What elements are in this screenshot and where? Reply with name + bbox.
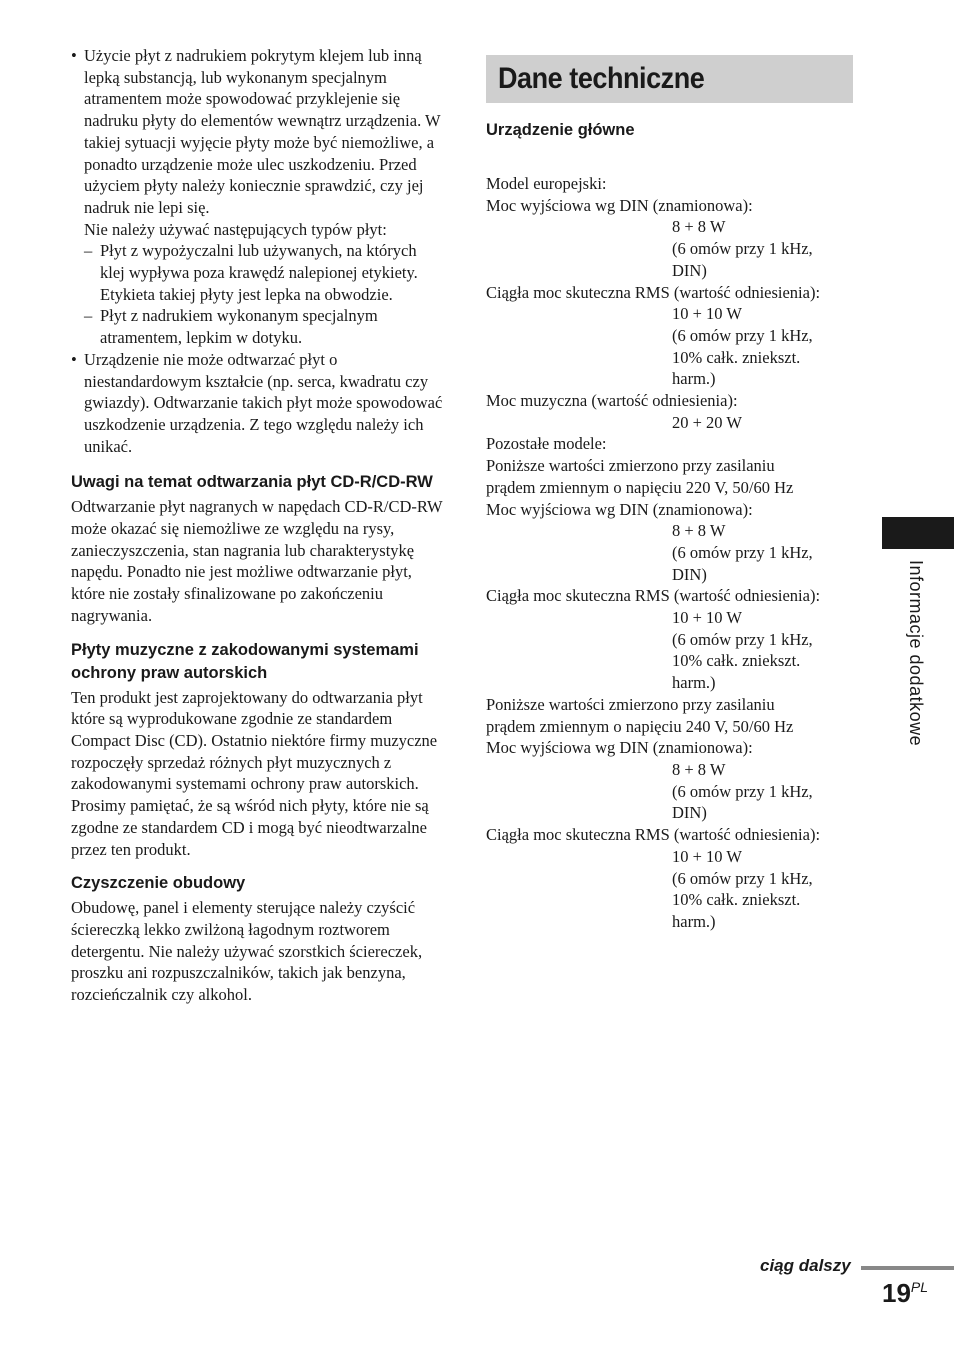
bullet-item	[71, 45, 443, 240]
spec-value: 10 + 10 W	[672, 846, 742, 866]
spec-list	[486, 173, 866, 933]
section-body: Obudowę, panel i elementy sterujące należy czyścić ściereczką lekko zwilżoną łagodnym roztworem detergentu. Nie należy używać szorstkich ściereczek, proszku ani rozpuszczalników, takich jak benzyna, rozcieńczalnik czy alkohol.	[71, 898, 423, 1005]
section-heading: Czyszczenie obudowy	[71, 874, 246, 893]
spec-subheading: Urządzenie główne	[486, 121, 635, 139]
spec-label: Ciągła moc skuteczna RMS (wartość odniesienia):	[486, 282, 821, 302]
spec-value: 20 + 20 W	[672, 412, 742, 432]
spec-value: (6 omów przy 1 kHz,	[672, 542, 813, 562]
section-body: Odtwarzanie płyt nagranych w napędach CD-R/CD-RW może okazać się niemożliwe ze względu na rysy, zanieczyszczenia, stan nagrania lub charakterystykę napędu. Ponadto nie jest możliwe odtwarzanie płyt, które nie zostały sfinalizowane po zakończeniu nagrywania.	[71, 497, 443, 625]
side-section-label: Informacje dodatkowe	[906, 560, 926, 747]
spec-label: Model europejski:	[486, 174, 607, 193]
spec-value: harm.)	[672, 369, 716, 389]
spec-value: 8 + 8 W	[672, 217, 726, 237]
spec-value: 10% całk. zniekszt.	[672, 347, 801, 367]
bullet-subtext: Nie należy używać następujących typów płyt:	[84, 219, 387, 239]
bullet-text: Użycie płyt z nadrukiem pokrytym klejem lub inną lepką substancją, lub wykonanym specjalnym atramentem może spowodować przyklejenie się nadruku płyty do elementów wewnątrz urządzenia. W takiej sytuacji wyjęcie płyty może być niemożliwe, a ponadto urządzenie może ulec uszkodzeniu. Przed użyciem płyty należy koniecznie sprawdzić, czy jej nadruk nie lepi się.	[84, 46, 441, 217]
spec-label: Ciągła moc skuteczna RMS (wartość odniesienia):	[486, 586, 821, 606]
spec-label: prądem zmiennym o napięciu 240 V, 50/60 Hz	[486, 716, 794, 736]
left-column	[71, 45, 443, 1006]
spec-label: Moc wyjściowa wg DIN (znamionowa):	[486, 499, 753, 519]
spec-value: (6 omów przy 1 kHz,	[672, 781, 813, 801]
spec-value: 10% całk. zniekszt.	[672, 651, 801, 671]
continued-label: ciąg dalszy	[760, 1256, 851, 1275]
dash-text: Płyt z wypożyczalni lub używanych, na których klej wypływa poza krawędź nalepionej etykiety. Etykieta takiej płyty jest lepka na obwodzie.	[100, 241, 418, 304]
bullet-text: Urządzenie nie może odtwarzać płyt o niestandardowym kształcie (np. serca, kwadratu czy gwiazdy). Odtwarzanie takich płyt może spowodować uszkodzenie urządzenia. Z tego względu należy ich unikać.	[84, 349, 443, 456]
dash-mark: –	[84, 241, 93, 261]
spec-value: (6 omów przy 1 kHz,	[672, 629, 813, 649]
section-title: Dane techniczne	[498, 62, 705, 95]
spec-label: Poniższe wartości zmierzono przy zasilaniu	[486, 694, 775, 714]
right-column	[486, 55, 866, 933]
spec-value: 10 + 10 W	[672, 608, 742, 628]
spec-value: 8 + 8 W	[672, 759, 726, 779]
spec-value: harm.)	[672, 673, 716, 693]
spec-value: DIN)	[672, 260, 707, 280]
continued-rule	[861, 1266, 954, 1270]
spec-value: DIN)	[672, 803, 707, 823]
dash-item	[71, 305, 443, 348]
spec-value: (6 omów przy 1 kHz,	[672, 325, 813, 345]
section-heading: Płyty muzyczne z zakodowanymi systemami ochrony praw autorskich	[71, 640, 419, 682]
spec-label: Moc wyjściowa wg DIN (znamionowa):	[486, 195, 753, 215]
page-number	[882, 1278, 928, 1309]
spec-label: Ciągła moc skuteczna RMS (wartość odniesienia):	[486, 825, 821, 845]
spec-value: 8 + 8 W	[672, 521, 726, 541]
bullet-mark: •	[71, 349, 77, 369]
page-number-value: 19	[882, 1278, 911, 1308]
spec-value: DIN)	[672, 564, 707, 584]
spec-value: harm.)	[672, 911, 716, 931]
bullet-item	[71, 349, 443, 458]
spec-label: Moc wyjściowa wg DIN (znamionowa):	[486, 738, 753, 758]
spec-value: 10% całk. zniekszt.	[672, 890, 801, 910]
section-body: Ten produkt jest zaprojektowany do odtwarzania płyt które są wyprodukowane zgodnie ze standardem Compact Disc (CD). Ostatnio niektóre firmy muzyczne rozpoczęły sprzedaż różnych płyt muzycznych z zakodowanymi systemami ochrony praw autorskich. Prosimy pamiętać, że są wśród nich płyty, które nie są zgodne ze standardem CD i mogą być nieodtwarzalne przez ten produkt.	[71, 687, 438, 859]
spec-value: (6 omów przy 1 kHz,	[672, 868, 813, 888]
page-number-suffix: PL	[910, 1279, 929, 1295]
bullet-mark: •	[71, 46, 77, 65]
spec-label: Poniższe wartości zmierzono przy zasilaniu	[486, 456, 775, 476]
spec-label: Pozostałe modele:	[486, 434, 607, 454]
section-heading: Uwagi na temat odtwarzania płyt CD-R/CD-RW	[71, 473, 433, 492]
dash-item	[71, 240, 443, 305]
dash-mark: –	[84, 306, 93, 326]
dash-text: Płyt z nadrukiem wykonanym specjalnym atramentem, lepkim w dotyku.	[100, 306, 378, 348]
spec-label: Moc muzyczna (wartość odniesienia):	[486, 391, 738, 411]
section-title-box	[486, 55, 853, 103]
spec-value: (6 omów przy 1 kHz,	[672, 239, 813, 259]
spec-value: 10 + 10 W	[672, 304, 742, 324]
section-tab-marker	[882, 517, 954, 549]
spec-label: prądem zmiennym o napięciu 220 V, 50/60 Hz	[486, 477, 794, 497]
